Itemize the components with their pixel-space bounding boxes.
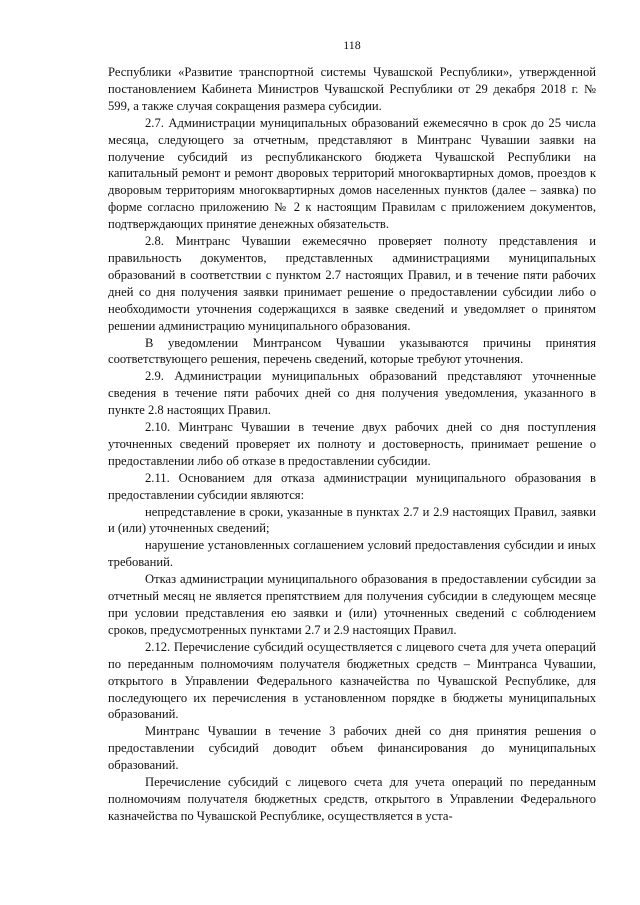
paragraph-funding: Минтранс Чувашии в течение 3 рабочих дней со дня принятия решения о предоставлении субсидий доводит объем финансирования до муниципальных образований. bbox=[108, 724, 596, 773]
paragraph-refusal-effect: Отказ администрации муниципального образования в предоставлении субсидии за отчетный месяц не является препятствием для получения субсидии в следующем месяце при условии представления ею заявки и (или) уточненных сведений с соблюдением сроков, предусмотренных пунктами 2.7 и 2.9 настоящих Правил. bbox=[108, 572, 596, 637]
paragraph-refusal-reason-2: нарушение установленных соглашением условий предоставления субсидии и иных требований. bbox=[108, 538, 596, 570]
paragraph-1: Республики «Развитие транспортной системы Чувашской Республики», утвержденной постановлением Кабинета Министров Чувашской Республики от 29 декабря 2018 г. № 599, а также случая сокращения размера субсидии. bbox=[108, 65, 596, 113]
paragraph-2-8: 2.8. Минтранс Чувашии ежемесячно проверяет полноту представления и правильность документов, представленных администрациями муниципальных образований в соответствии с пунктом 2.7 настоящих Правил, и в течение пяти рабочих дней со дня получения заявки принимает решение о предоставлении субсидии либо о необходимости уточнения содержащихся в заявке сведений и уведомляет о принятом решении администрацию муниципального образования. bbox=[108, 234, 596, 333]
paragraph-2-9: 2.9. Администрации муниципальных образований представляют уточненные сведения в течение пяти рабочих дней со дня получения уведомления, указанного в пункте 2.8 настоящих Правил. bbox=[108, 369, 596, 418]
paragraph-2-11: 2.11. Основанием для отказа администрации муниципального образования в предоставлении субсидии являются: bbox=[108, 470, 596, 502]
paragraph-2-12: 2.12. Перечисление субсидий осуществляется с лицевого счета для учета операций по переданным полномочиям получателя бюджетных средств – Минтранса Чувашии, открытого в Управлении Федерального казначейства по Чувашской Республике, для последующего их перечисления в установленном порядке в бюджеты муниципальных образований. bbox=[108, 639, 596, 722]
page-number: 118 bbox=[343, 38, 361, 52]
paragraph-2-7: 2.7. Администрации муниципальных образований ежемесячно в срок до 25 числа месяца, следующего за отчетным, представляют в Минтранс Чувашии заявки на получение субсидий из республиканского бюджета Чувашской Республики на капитальный ремонт и ремонт дворовых территорий многоквартирных домов, проездов к дворовым территориям многоквартирных домов населенных пунктов (далее – заявка) по форме согласно приложению № 2 к настоящим Правилам с приложением документов, подтверждающих принятие денежных обязательств. bbox=[108, 115, 596, 232]
paragraph-notice: В уведомлении Минтрансом Чувашии указываются причины принятия соответствующего решения, перечень сведений, которые требуют уточнения. bbox=[108, 335, 596, 367]
paragraph-2-10: 2.10. Минтранс Чувашии в течение двух рабочих дней со дня поступления уточненных сведений проверяет их полноту и достоверность, принимает решение о предоставлении либо об отказе в предоставлении субсидии. bbox=[108, 420, 596, 468]
paragraph-transfer: Перечисление субсидий с лицевого счета для учета операций по переданным полномочиям получателя бюджетных средств, открытого в Управлении Федерального казначейства по Чувашской Республике, осуществляется в уста- bbox=[108, 775, 596, 823]
paragraph-refusal-reason-1: непредставление в сроки, указанные в пунктах 2.7 и 2.9 настоящих Правил, заявки и (или) уточненных сведений; bbox=[108, 504, 596, 536]
